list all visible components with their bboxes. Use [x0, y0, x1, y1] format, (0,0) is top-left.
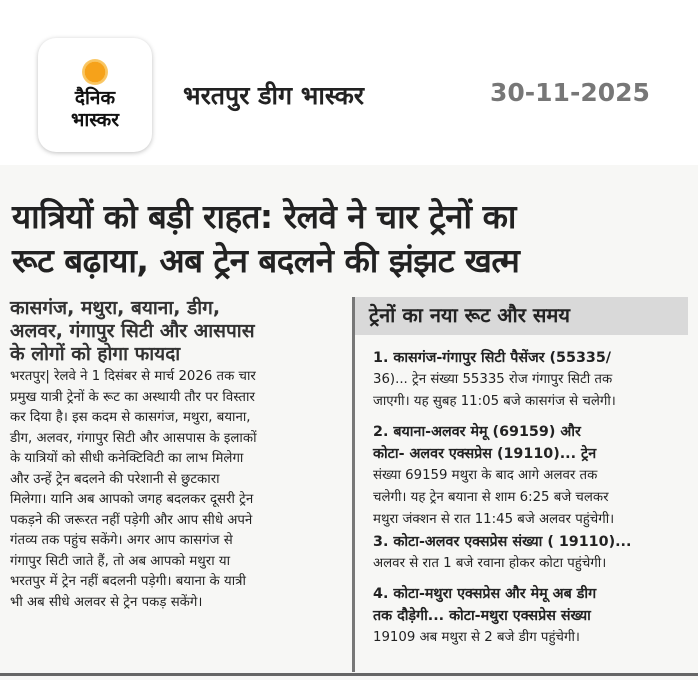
sun-icon: [82, 59, 108, 85]
subhead-line: अलवर, गंगापुर सिटी और आसपास: [10, 320, 255, 342]
body-line: और उन्हें ट्रेन बदलने की परेशानी से छुटकारा: [10, 471, 220, 487]
spacer: [373, 413, 688, 421]
train-item-line: 4. कोटा-मथुरा एक्सप्रेस और मेमू अब डीग: [373, 586, 597, 602]
body-line: पकड़ने की जरूरत नहीं पड़ेगी और आप सीधे अपने: [10, 512, 253, 528]
body-line: के यात्रियों को सीधी कनेक्टिविटी का लाभ मिलेगा: [10, 451, 244, 466]
body-line: डीग, अलवर, गंगापुर सिटी और आसपास के इलाकों: [10, 430, 257, 446]
train-item-line: अलवर से रात 1 बजे रवाना होकर कोटा पहुंचेगी।: [373, 556, 607, 571]
headline-line: यात्रियों को बड़ी राहत: रेलवे ने चार ट्रेनों का: [12, 197, 516, 236]
divider: [0, 673, 698, 676]
article-body: [10, 367, 345, 613]
spacer: [373, 575, 688, 583]
train-item-line: 19109 अब मथुरा से 2 बजे डीग पहुंचेगी।: [373, 630, 580, 645]
edition-title: भरतपुर डीग भास्कर: [183, 81, 365, 110]
body-line: भरतपुर में ट्रेन नहीं बदलनी पड़ेगी। बयाना के यात्री: [10, 574, 246, 589]
body-line: प्रमुख यात्री ट्रेनों के रूट का अस्थायी तौर पर विस्तार: [10, 389, 255, 405]
train-item-line: चलेगी। यह ट्रेन बयाना से शाम 6:25 बजे चलकर: [373, 490, 609, 505]
body-line: कर दिया है। इस कदम से कासगंज, मथुरा, बयाना,: [10, 410, 251, 425]
subheadline: [10, 297, 350, 366]
body-line: भरतपुर| रेलवे ने 1 दिसंबर से मार्च 2026 तक चार: [10, 369, 256, 384]
header: [0, 0, 698, 165]
subhead-line: कासगंज, मथुरा, बयाना, डीग,: [10, 297, 221, 319]
body-line: मिलेगा। यानि अब आपको जगह बदलकर दूसरी ट्रेन: [10, 492, 254, 507]
train-item-line: 2. बयाना-अलवर मेमू (69159) और: [373, 424, 581, 440]
subhead-line: के लोगों को होगा फायदा: [10, 343, 181, 365]
headline-line: रूट बढ़ाया, अब ट्रेन बदलने की झंझट खत्म: [12, 241, 520, 280]
train-item-line: तक दौड़ेगी... कोटा-मथुरा एक्सप्रेस संख्या: [373, 608, 591, 624]
dainik-bhaskar-logo[interactable]: [38, 38, 152, 152]
train-item-line: 3. कोटा-अलवर एक्सप्रेस संख्या ( 19110)...: [373, 534, 632, 550]
train-item-line: जाएगी। यह सुबह 11:05 बजे कासगंज से चलेगी।: [373, 394, 616, 409]
train-item-line: मथुरा जंक्शन से रात 11:45 बजे अलवर पहुंचेगी।: [373, 512, 615, 527]
logo-text: भास्कर: [70, 109, 120, 131]
body-line: गंतव्य तक पहुंच सकेंगे। अगर आप कासगंज से: [10, 533, 233, 548]
train-item-line: 1. कासगंज-गंगापुर सिटी पैसेंजर (55335/: [373, 350, 612, 366]
box-title: ट्रेनों का नया रूट और समय: [355, 297, 688, 335]
news-clipping: [0, 165, 698, 680]
edition-date: 30-11-2025: [490, 78, 650, 107]
train-item-line: संख्या 69159 मथुरा के बाद आगे अलवर तक: [373, 468, 598, 483]
train-routes-box: [352, 297, 688, 672]
body-line: भी अब सीधे अलवर से ट्रेन पकड़ सकेंगे।: [10, 594, 203, 610]
train-item-line: 36)... ट्रेन संख्या 55335 रोज गंगापुर सिटी तक: [373, 372, 613, 387]
train-list: [373, 347, 688, 649]
logo-text: दैनिक: [74, 87, 116, 109]
train-item-line: कोटा- अलवर एक्सप्रेस (19110)... ट्रेन: [373, 446, 597, 462]
headline: [12, 195, 692, 283]
body-line: गंगापुर सिटी जाते हैं, तो अब आपको मथुरा या: [10, 553, 231, 569]
